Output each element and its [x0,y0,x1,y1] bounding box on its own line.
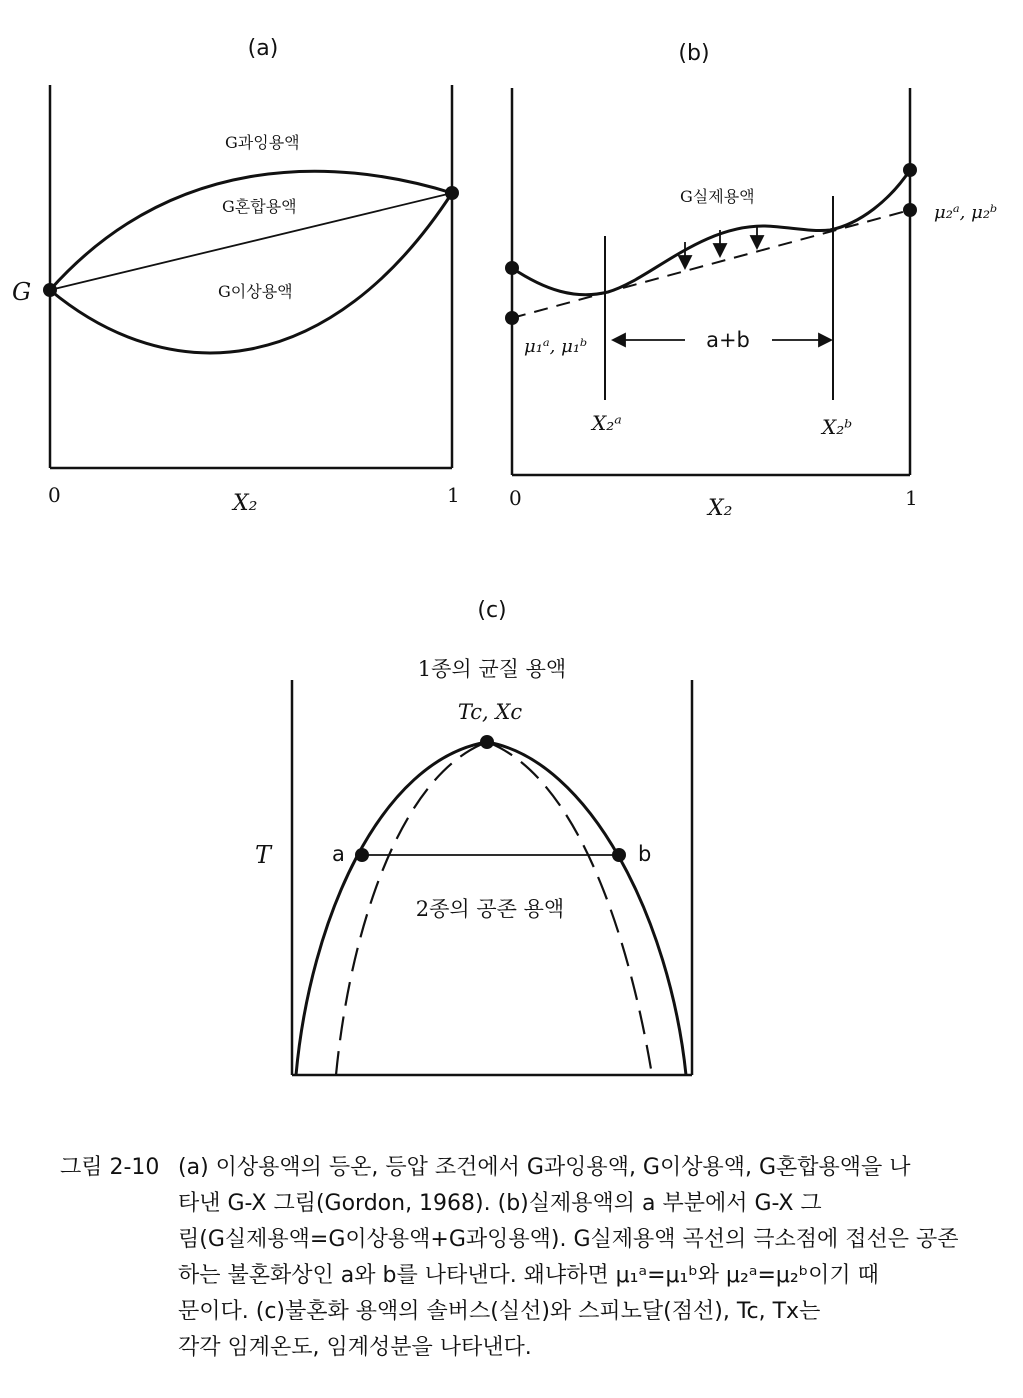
panel-a-x-label: X₂ [233,491,258,516]
label-point-a: a [332,842,345,866]
ideal-curve [50,193,452,353]
panel-c-y-label: T [255,841,272,869]
label-g-mixing: G혼합용액 [222,197,297,216]
panel-b-right-lower-dot [903,203,917,217]
label-lower-region: 2종의 공존 용액 [415,897,565,921]
excess-curve [50,171,452,290]
caption-line: 하는 불혼화상인 a와 b를 나타낸다. 왜냐하면 μ₁ᵃ=μ₁ᵇ와 μ₂ᵃ=μ₂ᵇ이기 때 [178,1263,879,1288]
panel-a-left-dot [43,283,57,297]
caption-line: 문이다. (c)불혼화 용액의 솔버스(실선)와 스피노달(점선), Tc, Tx는 [178,1299,821,1324]
panel-a-x-max: 1 [447,483,460,507]
label-mu-left: μ₁ᵃ, μ₁ᵇ [524,336,588,357]
caption-line: 림(G실제용액=G이상용액+G과잉용액). G실제용액 곡선의 극소점에 접선은 공존 [178,1227,959,1252]
panel-a-right-dot [445,186,459,200]
caption-line: 타낸 G-X 그림(Gordon, 1968). (b)실제용액의 a 부분에서 G-X 그 [178,1191,822,1216]
caption-line: 각각 임계온도, 임계성분을 나타낸다. [178,1335,532,1360]
panel-b-x-max: 1 [905,486,918,510]
panel-a [12,36,460,516]
panel-a-y-label: G [12,278,32,306]
point-a-dot [355,848,369,862]
panel-b-x-min: 0 [509,486,522,510]
caption-text [178,1150,958,1366]
panel-b-left-lower-dot [505,311,519,325]
panel-c [255,598,692,1075]
critical-dot [480,735,494,749]
panel-b-right-upper-dot [903,163,917,177]
label-x2a: X₂ᵃ [592,411,622,435]
label-g-ideal: G이상용액 [218,282,293,301]
panel-b [505,41,997,521]
label-mu-right: μ₂ᵃ, μ₂ᵇ [934,202,998,223]
panel-b-left-upper-dot [505,261,519,275]
figure-label: 그림 2-10 [60,1155,160,1180]
label-critical-point: Tc, Xc [457,700,523,724]
panel-b-title: (b) [678,41,710,66]
label-point-b: b [638,842,652,866]
panel-c-title: (c) [477,598,507,623]
label-g-real: G실제용액 [680,187,755,206]
panel-b-x-label: X₂ [708,496,733,521]
label-g-excess: G과잉용액 [225,133,300,152]
panel-a-title: (a) [247,36,279,61]
panel-a-x-min: 0 [48,483,61,507]
label-x2b: X₂ᵇ [822,415,853,439]
label-range-ab: a+b [706,328,750,352]
label-upper-region: 1종의 균질 용액 [417,657,567,681]
caption-line: (a) 이상용액의 등온, 등압 조건에서 G과잉용액, G이상용액, G혼합용액을 나 [178,1155,911,1180]
common-tangent [512,210,910,318]
point-b-dot [612,848,626,862]
